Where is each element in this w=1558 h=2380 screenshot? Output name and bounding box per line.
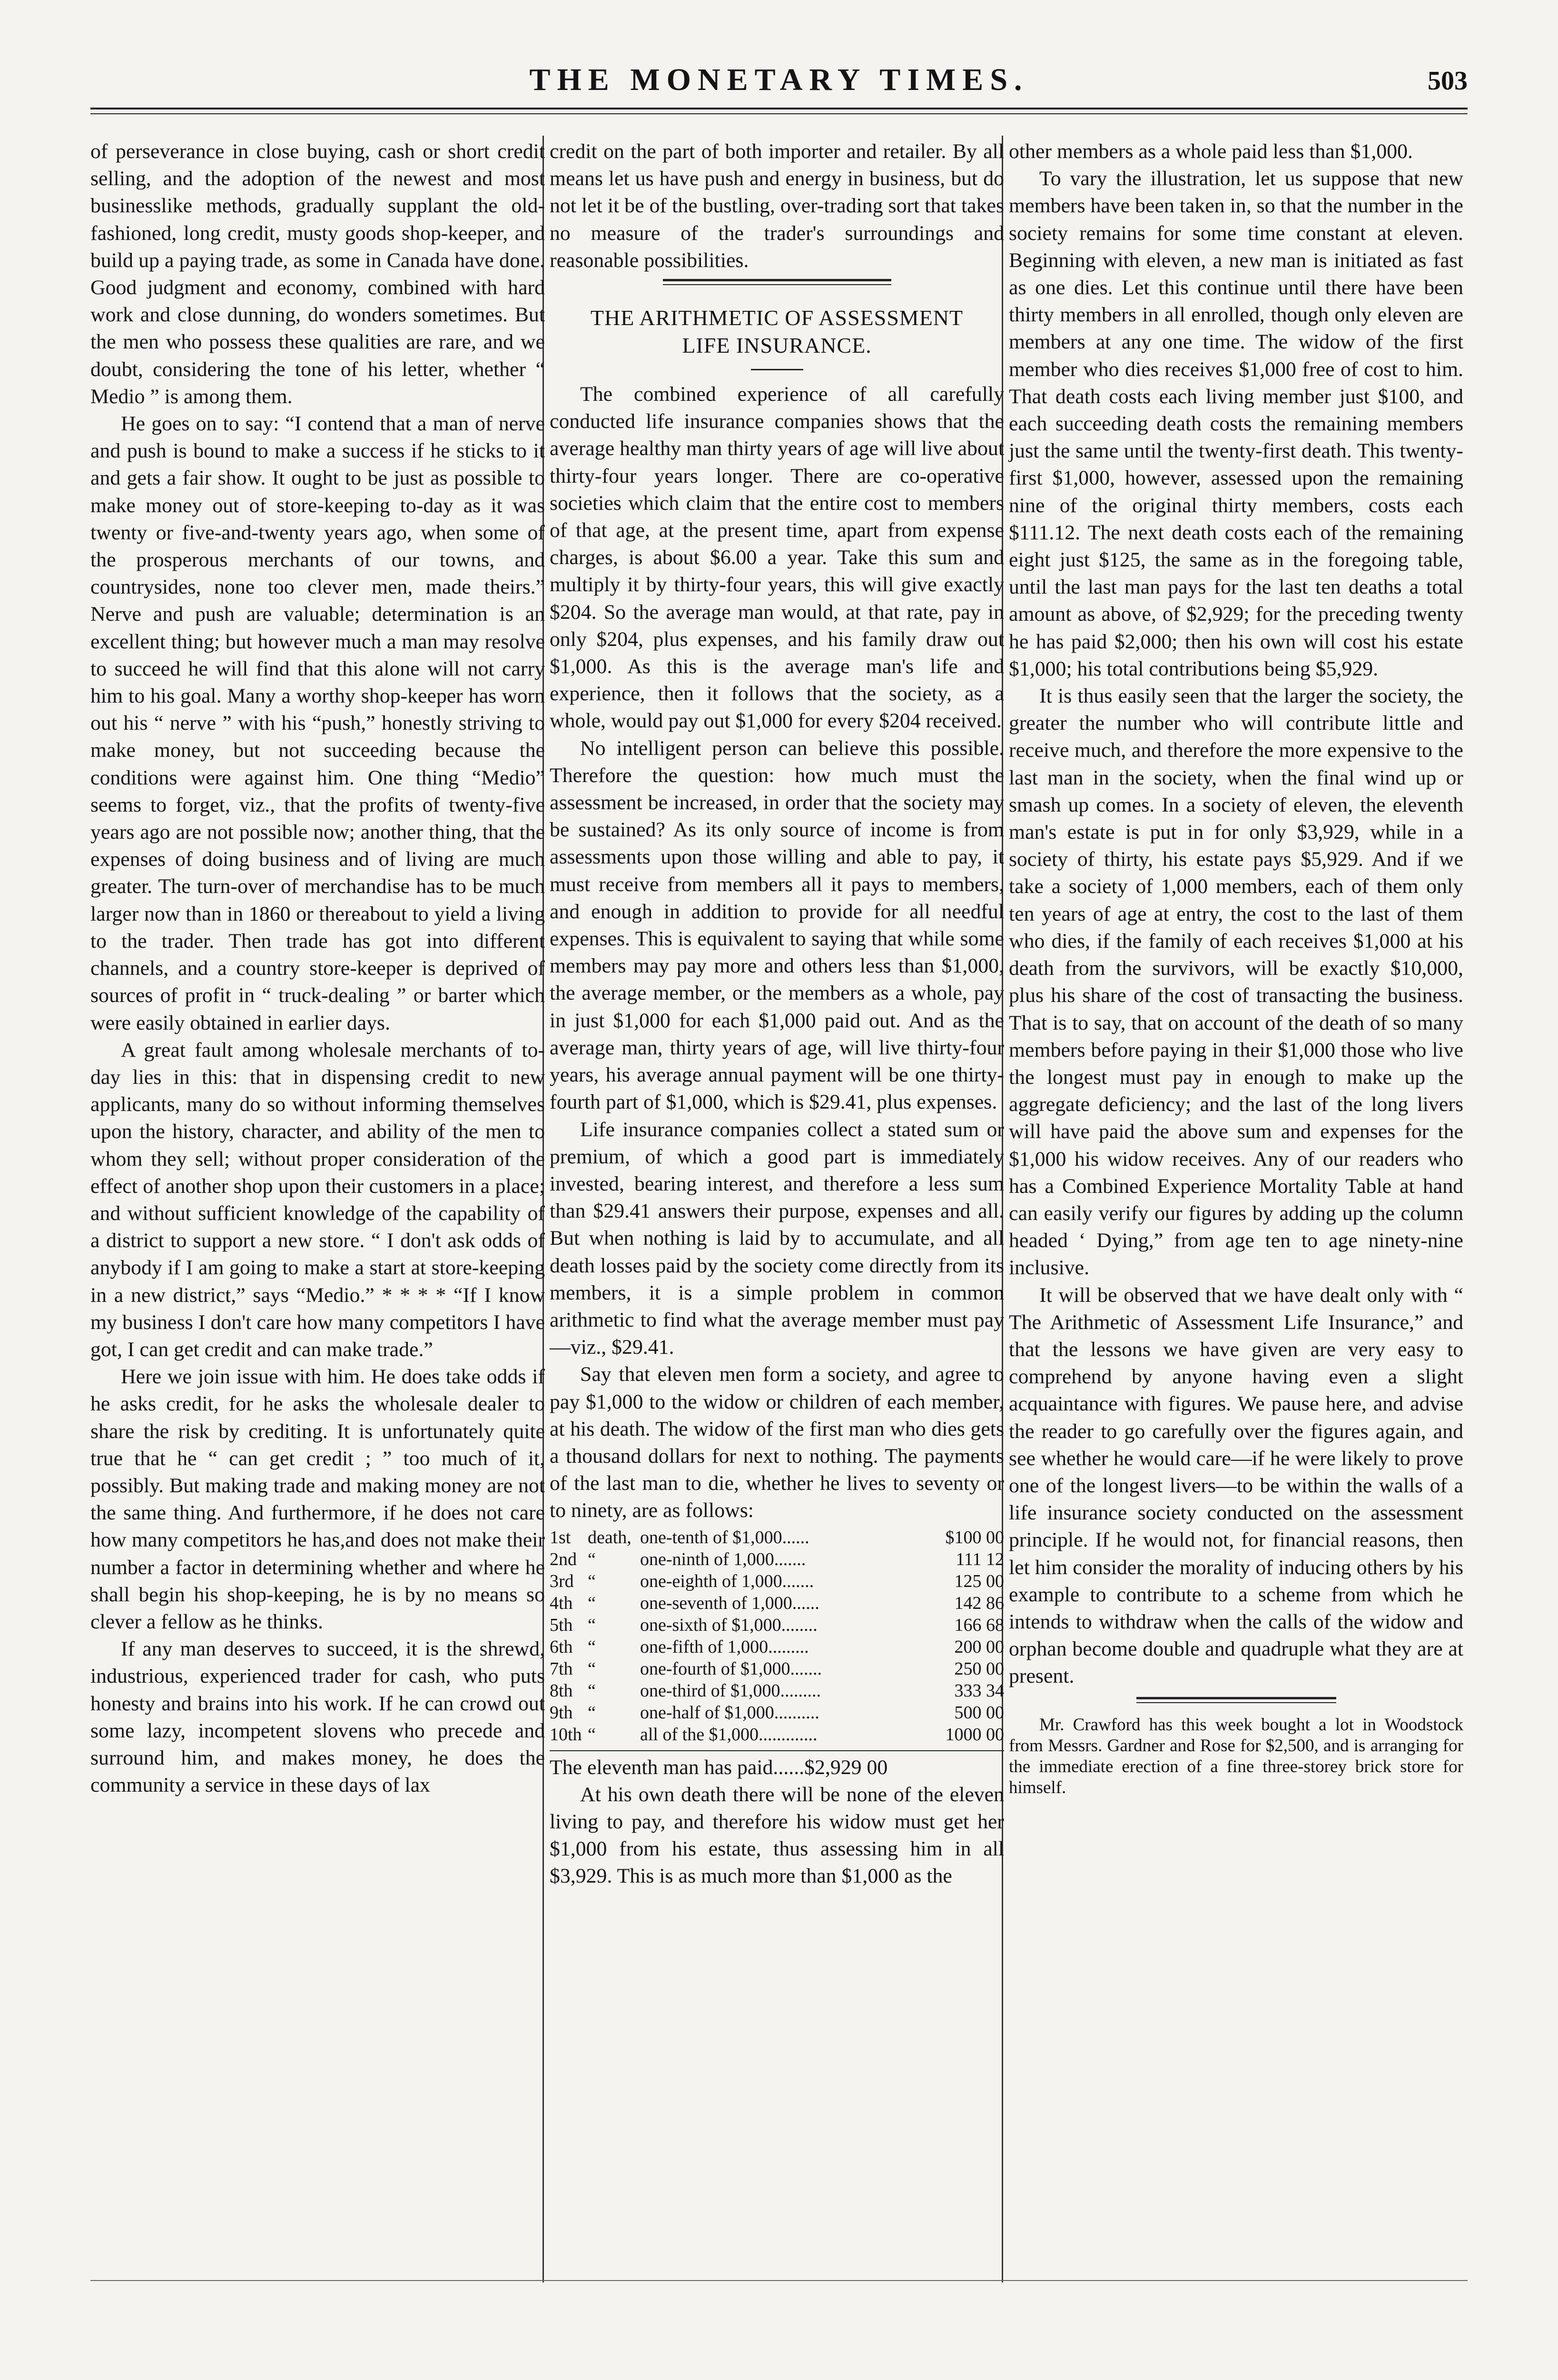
paragraph: It is thus easily seen that the larger the society, the greater the number who will contribute little and receive much, and therefore the more expensive to the last man in the society, when the final wind up or smash up comes. In a society of eleven, the eleventh man's estate is put in for only $3,929, while in a society of thirty, his estate pays $5,929. And if we take a society of 1,000 members, each of them only ten years of age at entry, the cost to the last of them who dies, if the family of each receives $1,000 at his death from the survivors, will be exactly $10,000, plus his share of the cost of transacting the business. That is to say, that on account of the death of so many members before paying in their $1,000 those who live the longest must pay in enough to make up the aggregate deficiency; and the last of the long livers will have paid the above sum and expenses for the $1,000 his widow receives. Any of our readers who has a Combined Experience Mortality Table at hand can easily verify our figures by adding up the column headed ‘ Dying,” from age ten to age ninety-nine inclusive. [1009,684,1463,1279]
note-text: Mr. Crawford has this week bought a lot in Woodstock from Messrs. Gardner and Rose for $2,500, and is arranging for the immediate erection of a fine three-storey brick store for himself. [1009,1715,1463,1797]
table-cell: “ [588,1593,596,1613]
header-rule [90,108,1468,114]
table-row [550,1592,1004,1614]
table-cell: 4th [550,1593,573,1613]
heading-rule [751,369,803,370]
death-payments-table [550,1527,1004,1745]
table-cell: 166 68 [954,1615,1004,1635]
table-cell: one-fifth of 1,000......... [640,1636,809,1657]
bottom-rule [90,2280,1468,2281]
table-row [550,1680,1004,1702]
table-cell: 333 34 [954,1680,1004,1701]
table-cell: 3rd [550,1571,574,1591]
table-cell: “ [588,1724,596,1745]
paragraph: of perseverance in close buying, cash or short credit selling, and the adoption of the newest and most businesslike methods, gradually supplant the old-fashioned, long credit, musty goods shop-keeper, and build up a paying trade, as some in Canada have done. Good judgment and economy, combined with hard work and close dunning, do wonders sometimes. But the men who possess these qualities are rare, and we doubt, considering the tone of his letter, whether “ Medio ” is among them. [90,140,545,408]
heading-line: LIFE INSURANCE. [682,333,872,358]
paragraph: It will be observed that we have dealt only with “ The Arithmetic of Assessment Life Insurance,” and that the lessons we have given are very easy to comprehend by anyone having even a slight acquaintance with figures. We pause here, and advise the reader to go carefully over the figures again, and see whether he would care—if he were likely to prove one of the longest livers—to be within the walls of a life insurance society conducted on the assessment principle. If he would not, for financial reasons, then let him consider the morality of inducing others by his example to contribute to a scheme from which he intends to withdraw when the calls of the widow and orphan become double and quadruple what they are at present. [1009,1283,1463,1688]
eleventh-total: The eleventh man has paid......$2,929 00 [550,1750,1004,1781]
paragraph: To vary the illustration, let us suppose that new members have been taken in, so that the number in the society remains for some time constant at eleven. Beginning with eleven, a new man is initiated as fast as one dies. Let this continue until there have been thirty members in all enrolled, though only eleven are members at any one time. The widow of the first member who dies receives $1,000 free of cost to him. That death costs each living member just $100, and each succeeding death costs the remaining members just the same until the twenty-first death. This twenty-first $1,000, however, assessed upon the remaining nine of the original thirty members, costs each $111.12. The next death costs each of the remaining eight just $125, the same as in the foregoing table, until the last man pays for the last ten deaths a total amount as above, of $2,929; for the preceding twenty he has paid $2,000; then his own will cost his estate $1,000; his total contributions being $5,929. [1009,167,1463,680]
table-cell: one-eighth of 1,000....... [640,1571,814,1591]
table-cell: “ [588,1571,596,1591]
table-row [550,1548,1004,1570]
table-cell: $100 00 [945,1527,1004,1547]
paragraph: Say that eleven men form a society, and agree to pay $1,000 to the widow or children of each member, at his death. The widow of the first man who dies gets a thousand dollars for next to nothing. The payments of the last man to die, whether he lives to seventy or to ninety, are as follows: [550,1363,1004,1522]
table-row [550,1614,1004,1636]
newspaper-title: THE MONETARY TIMES. [529,62,1029,97]
paragraph: At his own death there will be none of the eleven living to pay, and therefore his widow must get her $1,000 from his estate, thus assessing him in all $3,929. This is as much more than $1,000 as the [550,1783,1004,1888]
table-cell: 7th [550,1658,573,1679]
table-row [550,1702,1004,1724]
page-number: 503 [1428,66,1468,96]
table-row [550,1724,1004,1745]
table-cell: 5th [550,1615,573,1635]
paragraph: A great fault among wholesale merchants of to-day lies in this: that in dispensing credit to new applicants, many do so without informing themselves upon the history, character, and ability of the men to whom they sell; without proper consideration of the effect of another shop upon their customers in a place; and without sufficient knowledge of the capability of a district to support a new store. “ I don't ask odds of anybody if I am going to make a start at store-keeping in a new district,” says “Medio.” * * * * “If I know my business I don't care how many competitors I have got, I can get credit and can make trade.” [90,1038,545,1361]
table-cell: 10th [550,1724,582,1745]
paragraph: No intelligent person can believe this possible. Therefore the question: how much must the assessment be increased, in order that the society may be sustained? As its only source of income is from assessments upon those willing and able to pay, it must receive from members all it pays to members, and enough in addition to provide for all needful expenses. This is equivalent to saying that while some members may pay more and others less than $1,000, the average member, or the members as a whole, pay in just $1,000 for each $1,000 paid out. And as the average man, thirty years of age, will live thirty-four years, his average annual payment will be one thirty-fourth part of $1,000, which is $29.41, plus expenses. [550,736,1004,1114]
table-cell: 111 12 [956,1549,1004,1569]
table-row [550,1658,1004,1680]
column-2 [550,138,1004,1890]
table-cell: “ [588,1658,596,1679]
section-rule [663,279,891,285]
table-cell: 2nd [550,1549,577,1569]
table-cell: 6th [550,1636,573,1657]
table-cell: one-third of $1,000......... [640,1680,821,1701]
heading-line: THE ARITHMETIC OF ASSESSMENT [590,306,964,330]
table-cell: one-fourth of $1,000....... [640,1658,822,1679]
table-cell: “ [588,1615,596,1635]
table-cell: 142 86 [954,1593,1004,1613]
section-rule [1136,1697,1336,1703]
table-cell: death, [588,1527,631,1547]
table-cell: one-tenth of $1,000...... [640,1527,809,1547]
article-heading [550,304,1004,359]
table-cell: 500 00 [954,1702,1004,1723]
paragraph: The combined experience of all carefully conducted life insurance companies shows that the average healthy man thirty years of age will live about thirty-four years longer. There are co-operative societies which claim that the entire cost to members of that age, at the present time, apart from expense charges, is about $6.00 a year. Take this sum and multiply it by thirty-four years, this will give exactly $204. So the average man would, at that rate, pay in only $204, plus expenses, and his family draw out $1,000. As this is the average man's life and experience, then it follows that the society, as a whole, would pay out $1,000 for every $204 received. [550,383,1004,733]
table-cell: all of the $1,000............. [640,1724,818,1745]
masthead [90,62,1468,105]
column-3 [1009,138,1463,1798]
table-cell: one-sixth of $1,000........ [640,1615,818,1635]
table-cell: “ [588,1702,596,1723]
table-row [550,1527,1004,1548]
table-cell: one-seventh of 1,000...... [640,1593,819,1613]
table-cell: “ [588,1549,596,1569]
table-cell: 8th [550,1680,573,1701]
table-row [550,1636,1004,1658]
paragraph: If any man deserves to succeed, it is the shrewd, industrious, experienced trader for cash, who puts honesty and brains into his work. If he can crowd out some lazy, incompetent slovens who precede and surround him, and makes money, he does the community a service in these days of lax [90,1637,545,1797]
table-cell: 200 00 [954,1636,1004,1657]
paragraph: other members as a whole paid less than $1,000. [1009,140,1413,163]
table-cell: 1000 00 [945,1724,1004,1745]
table-cell: “ [588,1680,596,1701]
news-note [1009,1715,1463,1798]
table-cell: one-ninth of 1,000....... [640,1549,806,1569]
table-cell: “ [588,1636,596,1657]
paragraph: He goes on to say: “I contend that a man of nerve and push is bound to make a success if he sticks to it and gets a fair show. It ought to be just as possible to make money out of store-keeping to-day as it was twenty or five-and-twenty years ago, when some of the prosperous merchants of our towns, and countrysides, none too clever men, made theirs.” Nerve and push are valuable; determination is an excellent thing; but however much a man may resolve to succeed he will find that this alone will not carry him to his goal. Many a worthy shop-keeper has worn out his “ nerve ” with his “push,” honestly striving to make money, but not succeeding because the conditions were against him. One thing “Medio” seems to forget, viz., that the profits of twenty-five years ago are not possible now; another thing, that the expenses of doing business and of living are much greater. The turn-over of merchandise has to be much larger now than in 1860 or thereabout to yield a living to the trader. Then trade has got into different channels, and a country store-keeper is deprived of sources of profit in “ truck-dealing ” or barter which were easily obtained in earlier days. [90,412,545,1034]
paragraph: Life insurance companies collect a stated sum or premium, of which a good part is immediately invested, bearing interest, and therefore a less sum than $29.41 answers their purpose, expenses and all. But when nothing is laid by to accumulate, and all death losses paid by the society come directly from its members, it is a simple problem in common arithmetic to find what the average member must pay—viz., $29.41. [550,1118,1004,1359]
table-cell: one-half of $1,000.......... [640,1702,819,1723]
table-cell: 250 00 [954,1658,1004,1679]
table-cell: 1st [550,1527,571,1547]
table-row [550,1570,1004,1592]
table-cell: 125 00 [954,1571,1004,1591]
column-1 [90,138,545,1799]
table-cell: 9th [550,1702,573,1723]
paragraph: Here we join issue with him. He does take odds if he asks credit, for he asks the wholesale dealer to share the risk by crediting. It is unfortunately quite true that he “ can get credit ; ” too much of it, possibly. But making trade and making money are not the same thing. And furthermore, if he does not care how many competitors he has,and does not make their number a factor in determining whether and where he shall begin his shop-keeping, he is by no means so clever a fellow as he thinks. [90,1365,545,1633]
paragraph: credit on the part of both importer and retailer. By all means let us have push and energy in business, but do not let it be of the bustling, over-trading sort that takes no measure of the trader's surroundings and reasonable possibilities. [550,140,1004,272]
